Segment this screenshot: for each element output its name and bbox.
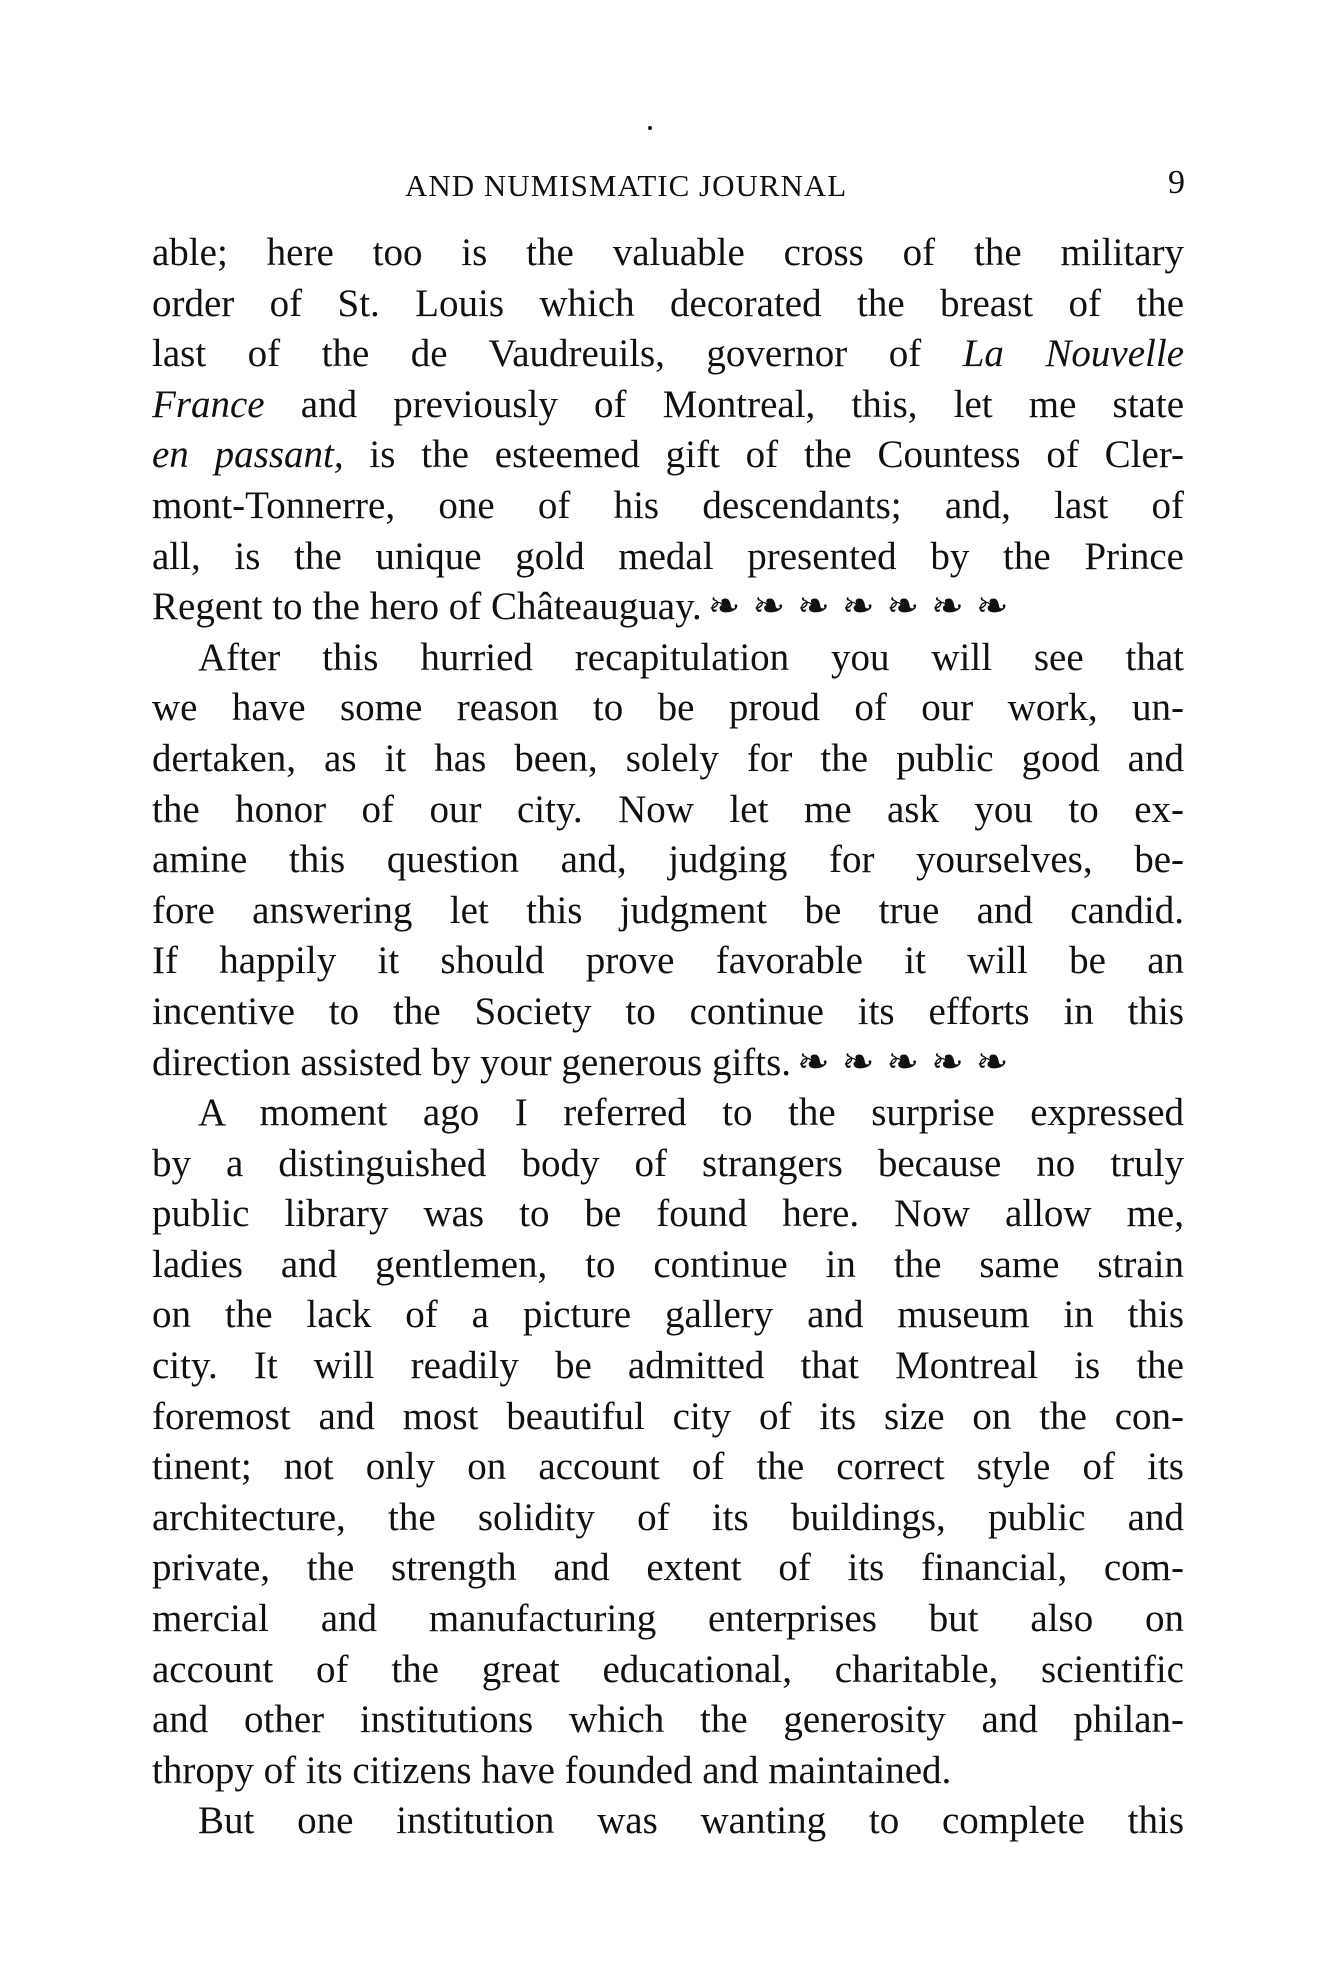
text-line [152, 582, 1184, 633]
line-text: thropy of its citizens have founded and maintained. [152, 1748, 952, 1792]
line-text: all, is the unique gold medal presented by the Prince [152, 534, 1184, 578]
text-line [152, 228, 1184, 279]
line-text: on the lack of a picture gallery and museum in this [152, 1293, 1184, 1337]
text-line [152, 1088, 1184, 1139]
text-line [152, 329, 1184, 380]
running-title: AND NUMISMATIC JOURNAL [405, 168, 848, 203]
line-text: and previously of Montreal, this, let me state [264, 382, 1184, 426]
text-line [152, 380, 1184, 431]
text-line [152, 1290, 1184, 1341]
line-text: A moment ago I referred to the surprise expressed [198, 1091, 1184, 1135]
body-text [152, 228, 1184, 1847]
line-text: Regent to the hero of Châteauguay. [152, 585, 702, 629]
line-text: amine this question and, judging for yourselves, be- [152, 838, 1184, 882]
text-line [152, 1341, 1184, 1392]
text-line [152, 1594, 1184, 1645]
text-line [152, 886, 1184, 937]
text-line [152, 430, 1184, 481]
text-line [152, 279, 1184, 330]
text-line [152, 734, 1184, 785]
line-text: mercial and manufacturing enterprises but also on [152, 1597, 1184, 1641]
text-line [152, 1695, 1184, 1746]
text-line [152, 1038, 1184, 1089]
text-line [152, 1189, 1184, 1240]
text-line [152, 785, 1184, 836]
text-line [152, 1442, 1184, 1493]
line-text: foremost and most beautiful city of its size on the con- [152, 1394, 1184, 1438]
line-text: private, the strength and extent of its financial, com- [152, 1546, 1184, 1590]
line-text: last of the de Vaudreuils, governor of [152, 332, 963, 376]
line-text: After this hurried recapitulation you will see that [198, 635, 1184, 679]
line-text: by a distinguished body of strangers because no truly [152, 1141, 1184, 1185]
page-number: 9 [1168, 164, 1185, 201]
text-line [152, 1139, 1184, 1190]
line-text: we have some reason to be proud of our work, un- [152, 686, 1184, 730]
line-text: the honor of our city. Now let me ask you to ex- [152, 787, 1184, 831]
italic-phrase: France [152, 382, 265, 426]
text-line [152, 987, 1184, 1038]
line-text: is the esteemed gift of the Countess of Cler- [343, 433, 1185, 477]
italic-phrase: La Nouvelle [962, 332, 1185, 376]
line-text: incentive to the Society to continue its efforts in this [152, 989, 1184, 1033]
line-text: dertaken, as it has been, solely for the public good and [152, 736, 1184, 780]
line-text: direction assisted by your generous gifts. [152, 1040, 792, 1084]
ink-speck [648, 126, 652, 130]
line-text: and other institutions which the generosity and philan- [152, 1698, 1184, 1742]
running-head [155, 160, 1185, 220]
text-line [152, 1543, 1184, 1594]
text-line [152, 532, 1184, 583]
text-line [152, 683, 1184, 734]
fleuron-ornaments: ❧❧❧❧❧❧❧ [707, 585, 1021, 629]
text-line [152, 1796, 1184, 1847]
line-text: city. It will readily be admitted that Montreal is the [152, 1344, 1184, 1388]
line-text: account of the great educational, charitable, scientific [152, 1647, 1184, 1691]
text-line [152, 481, 1184, 532]
line-text: But one institution was wanting to complete this [198, 1799, 1184, 1843]
text-line [152, 1493, 1184, 1544]
text-line [152, 1645, 1184, 1696]
italic-phrase: en passant, [152, 433, 344, 477]
line-text: If happily it should prove favorable it will be an [152, 939, 1184, 983]
line-text: architecture, the solidity of its buildings, public and [152, 1495, 1184, 1539]
text-line [152, 1746, 1184, 1797]
line-text: public library was to be found here. Now allow me, [152, 1192, 1184, 1236]
line-text: able; here too is the valuable cross of the military [152, 231, 1184, 274]
text-line [152, 1240, 1184, 1291]
line-text: ladies and gentlemen, to continue in the same strain [152, 1242, 1184, 1286]
text-line [152, 1392, 1184, 1443]
text-line [152, 936, 1184, 987]
line-text: tinent; not only on account of the correct style of its [152, 1445, 1184, 1489]
text-line [152, 633, 1184, 684]
fleuron-ornaments: ❧❧❧❧❧ [797, 1040, 1021, 1084]
line-text: mont-Tonnerre, one of his descendants; and, last of [152, 483, 1184, 527]
line-text: order of St. Louis which decorated the breast of the [152, 281, 1184, 325]
line-text: fore answering let this judgment be true and candid. [152, 888, 1184, 932]
text-line [152, 835, 1184, 886]
